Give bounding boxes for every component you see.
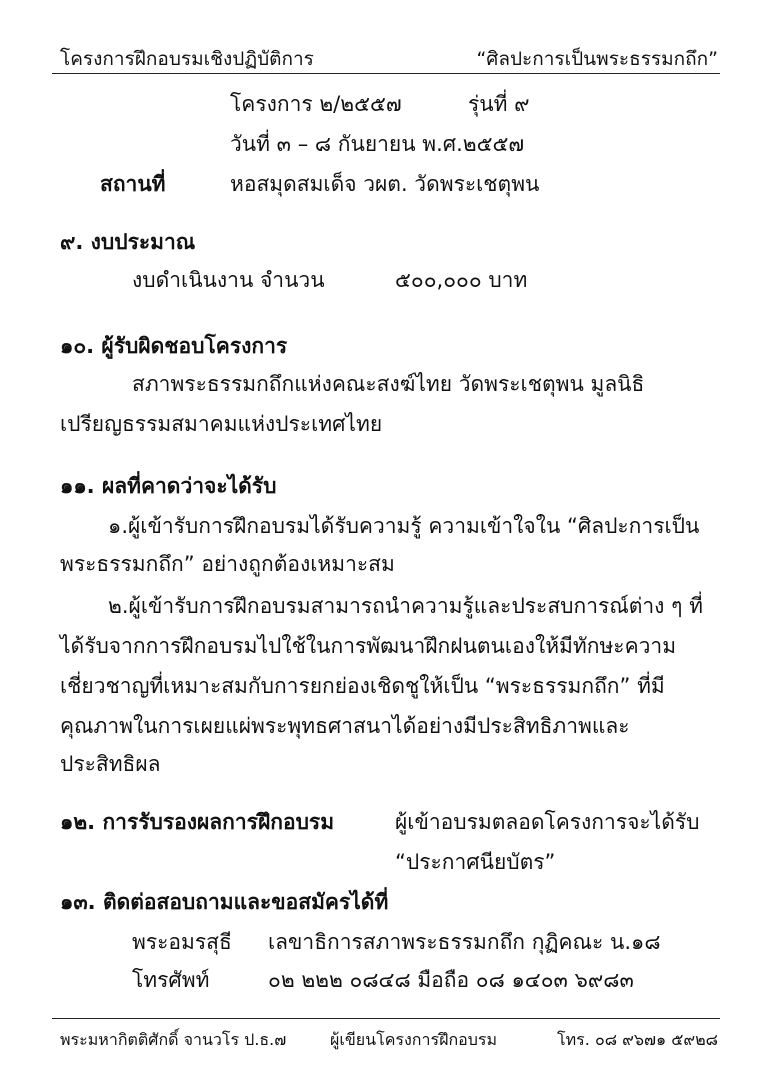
phone-value: ๐๒ ๒๒๒ ๐๘๔๘ มือถือ ๐๘ ๑๔๐๓ ๖๙๘๓ xyxy=(268,968,634,992)
venue-label: สถานที่ xyxy=(100,172,166,196)
budget-amount: ๕๐๐,๐๐๐ บาท xyxy=(395,268,528,292)
batch-number: รุ่นที่ ๙ xyxy=(468,92,530,116)
expected-1-line-1: ๑.ผู้เข้ารับการฝึกอบรมได้รับความรู้ ความเข้าใจใน “ศิลปะการเป็น xyxy=(108,514,700,538)
expected-2-line-5: ประสิทธิผล xyxy=(60,752,161,776)
budget-label: งบดำเนินงาน จำนวน xyxy=(132,268,325,292)
event-date: วันที่ ๓ – ๘ กันยายน พ.ศ.๒๕๕๗ xyxy=(230,132,525,156)
footer-role: ผู้เขียนโครงการฝึกอบรม xyxy=(330,1030,498,1049)
project-number: โครงการ ๒/๒๕๕๗ xyxy=(230,92,402,116)
section-10-heading: ๑๐. ผู้รับผิดชอบโครงการ xyxy=(60,334,288,358)
footer-rule xyxy=(52,1018,720,1019)
expected-1-line-2: พระธรรมกถึก” อย่างถูกต้องเหมาะสม xyxy=(60,552,395,576)
footer-author: พระมหากิตติศักดิ์ จานวโร ป.ธ.๗ xyxy=(60,1030,287,1049)
section-13-heading: ๑๓. ติดต่อสอบถามและขอสมัครได้ที่ xyxy=(60,890,389,914)
section-12-heading: ๑๒. การรับรองผลการฝึกอบรม xyxy=(60,810,335,834)
certification-text-1: ผู้เข้าอบรมตลอดโครงการจะได้รับ xyxy=(395,810,700,834)
section-9-heading: ๙. งบประมาณ xyxy=(60,230,196,254)
contact-role: เลขาธิการสภาพระธรรมกถึก กุฏิคณะ น.๑๘ xyxy=(268,930,661,954)
header-rule xyxy=(52,73,720,74)
certification-text-2: “ประกาศนียบัตร” xyxy=(395,850,556,874)
responsible-line-2: เปรียญธรรมสมาคมแห่งประเทศไทย xyxy=(60,412,383,436)
footer-phone: โทร. ๐๘ ๙๖๗๑ ๕๙๒๘ xyxy=(557,1030,718,1049)
section-11-heading: ๑๑. ผลที่คาดว่าจะได้รับ xyxy=(60,474,277,498)
contact-name: พระอมรสุธี xyxy=(132,930,232,954)
expected-2-line-2: ได้รับจากการฝึกอบรมไปใช้ในการพัฒนาฝึกฝนตนเองให้มีทักษะความ xyxy=(60,634,677,658)
expected-2-line-1: ๒.ผู้เข้ารับการฝึกอบรมสามารถนำความรู้และประสบการณ์ต่าง ๆ ที่ xyxy=(108,594,703,618)
expected-2-line-3: เชี่ยวชาญที่เหมาะสมกับการยกย่องเชิดชูให้เป็น “พระธรรมกถึก” ที่มี xyxy=(60,674,665,698)
phone-label: โทรศัพท์ xyxy=(132,968,210,992)
responsible-line-1: สภาพระธรรมกถึกแห่งคณะสงฆ์ไทย วัดพระเชตุพน มูลนิธิ xyxy=(132,372,645,396)
header-right: “ศิลปะการเป็นพระธรรมกถึก” xyxy=(476,48,718,70)
venue-value: หอสมุดสมเด็จ วผต. วัดพระเชตุพน xyxy=(230,172,540,196)
expected-2-line-4: คุณภาพในการเผยแผ่พระพุทธศาสนาได้อย่างมีประสิทธิภาพและ xyxy=(60,714,630,738)
header-left: โครงการฝึกอบรมเชิงปฏิบัติการ xyxy=(60,48,314,70)
